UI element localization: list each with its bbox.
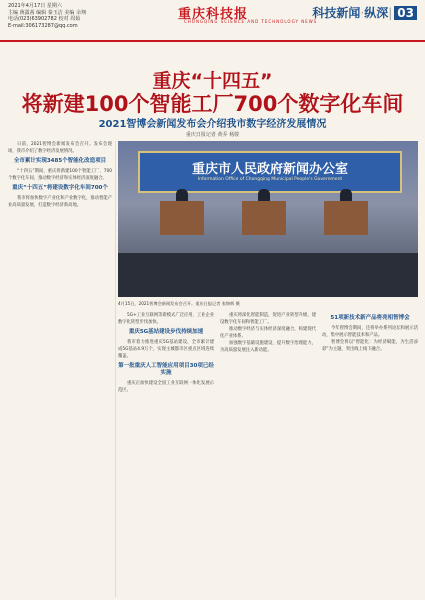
email-line: E-mail:306173287@qq.com [8, 22, 78, 29]
column-divider [115, 141, 116, 597]
date-line: 2021年4月17日 星期六 [8, 3, 62, 9]
backdrop-banner [138, 151, 402, 193]
paragraph: 我市着力推进重庆5G基站建设，全市累计建成5G基站4.9万个，实现主城都市区重点区域连续覆盖。 [118, 340, 214, 359]
section-subtitle: 51项新技术新产品将亮相智博会 [330, 315, 410, 321]
masthead [0, 0, 425, 40]
paragraph: 重庆将深化智能制造，促进产业转型升级，建设数字化车间和智能工厂。 [220, 313, 316, 325]
audience-area [118, 253, 418, 297]
newspaper-name: 重庆科技报 [178, 7, 249, 22]
page-number: 03 [394, 6, 417, 20]
press-conference-photo [118, 141, 418, 297]
issue-meta [8, 3, 86, 29]
paragraph: 5G+工业互联网等新模式广泛应用，工业企业数字化转型步伐加快。 [118, 313, 214, 325]
newspaper-name-en: CHONGQING SCIENCE AND TECHNOLOGY NEWS [184, 19, 318, 24]
paragraph: 重庆正加快建设全国工业互联网一体化发展示范区。 [118, 381, 214, 393]
paragraph: “十四五”期间，重庆将新建100个智能工厂、700个数字化车间，推动数字经济和实体经济深度融合。 [8, 169, 112, 181]
paragraph: 我市将加快数字产业化和产业数字化，推动智能产业高质量发展，打造数字经济新高地。 [8, 196, 112, 208]
subheadline: 2021智博会新闻发布会介绍我市数字经济发展情况 [98, 119, 327, 130]
headline-line-1: 重庆“十四五” [152, 70, 273, 92]
column-right [322, 312, 418, 597]
column-center-right [220, 312, 316, 597]
section-separator: · [360, 6, 365, 20]
podium [160, 201, 204, 235]
section-subtitle: 重庆“十四五”将建设数字化车间700个 [12, 185, 108, 191]
section-name: 科技新闻 [312, 6, 361, 20]
podium [324, 201, 368, 235]
podium [242, 201, 286, 235]
page-separator: | [388, 6, 393, 20]
editor-line: 主编 蒋露茜 编辑 秦玉洁 美编 余翔 [8, 9, 86, 16]
section-tail: 纵深 [364, 6, 389, 20]
column-center-left [118, 312, 214, 597]
paragraph: 智博会将以“智能化：为经济赋能，为生活添彩”为主题，突出线上线下融合。 [322, 340, 418, 352]
banner-title: 重庆市人民政府新闻办公室 [191, 162, 348, 177]
section-subtitle: 第一批重庆人工智能应用项目30项已经实施 [118, 363, 214, 376]
paragraph: 今年智博会期间，还将举办系列论坛和展示活动，集中展示智能技术和产品。 [322, 326, 418, 338]
banner-title-en: Information Office of Chongqing Municipal People's Government [197, 177, 343, 182]
paragraph: 加强数字基础设施建设，提升数字治理能力，为高质量发展注入新动能。 [220, 341, 316, 353]
headline-line-2: 将新建100个智能工厂700个数字化车间 [21, 92, 404, 116]
byline: 重庆日报记者 黄乔 杨骏 [185, 132, 240, 138]
section-subtitle: 重庆5G基站建设步伐持续加速 [128, 329, 204, 335]
column-left [8, 141, 112, 597]
paragraph: 日前，2021智博会新闻发布会召开。发布会现场，我市介绍了数字经济发展情况。 [8, 142, 112, 154]
phone-line: 电话(023)63902782 校对 周茹 [8, 16, 81, 22]
section-subtitle: 全市累计实现3485个智能化改造项目 [13, 158, 107, 164]
section-title [312, 4, 417, 21]
paragraph: 推动数字经济与实体经济深度融合，构建现代化产业体系。 [220, 327, 316, 339]
photo-caption: 4月15日，2021智博会新闻发布会召开。重庆日报记者 张锦辉 摄 [118, 301, 240, 306]
masthead-divider [0, 40, 425, 42]
